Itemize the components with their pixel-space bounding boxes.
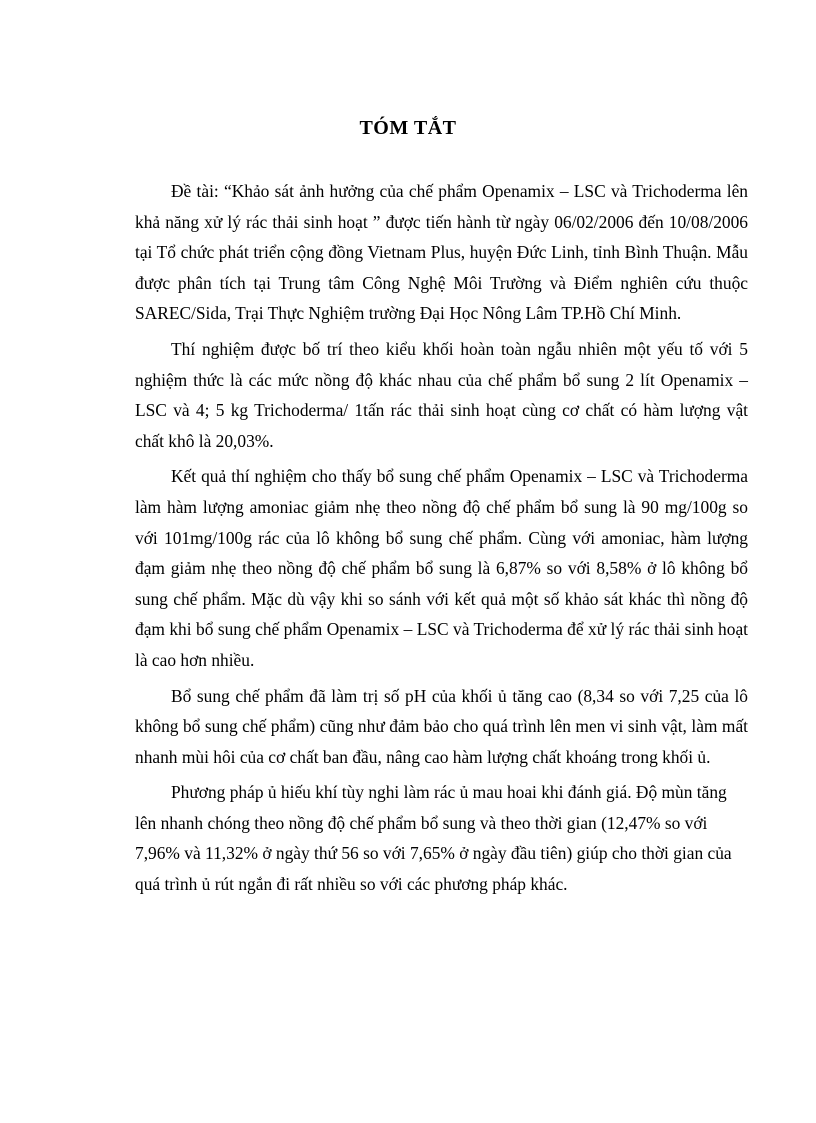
document-body	[135, 176, 748, 905]
page-title: TÓM TẮT	[359, 117, 457, 139]
paragraph-results-humus: Phương pháp ủ hiếu khí tùy nghi làm rác ủ mau hoai khi đánh giá. Độ mùn tăng lên nhanh chóng theo nồng độ chế phẩm bổ sung và theo thời gian (12,47% so với 7,96% và 11,32% ở ngày thứ 56 so với 7,65% ở ngày đầu tiên) giúp cho thời gian của quá trình ủ rút ngắn đi rất nhiều so với các phương pháp khác.	[135, 782, 732, 895]
paragraph-topic: Đề tài: “Khảo sát ảnh hưởng của chế phẩm Openamix – LSC và Trichoderma lên khả năng xử lý rác thải sinh hoạt ” được tiến hành từ ngày 06/02/2006 đến 10/08/2006 tại Tổ chức phát triển cộng đồng Vietnam Plus, huyện Đức Linh, tỉnh Bình Thuận. Mẫu được phân tích tại Trung tâm Công Nghệ Môi Trường và Điểm nghiên cứu thuộc SAREC/Sida, Trại Thực Nghiệm trường Đại Học Nông Lâm TP.Hồ Chí Minh.	[135, 181, 748, 324]
paragraph-experiment-design: Thí nghiệm được bố trí theo kiểu khối hoàn toàn ngẫu nhiên một yếu tố với 5 nghiệm thức là các mức nồng độ khác nhau của chế phẩm bổ sung 2 lít Openamix – LSC và 4; 5 kg Trichoderma/ 1tấn rác thải sinh hoạt cùng cơ chất có hàm lượng vật chất khô là 20,03%.	[135, 338, 748, 451]
paragraph-results-ph: Bổ sung chế phẩm đã làm trị số pH của khối ủ tăng cao (8,34 so với 7,25 của lô không bổ sung chế phẩm) cũng như đảm bảo cho quá trình lên men vi sinh vật, làm mất nhanh mùi hôi của cơ chất ban đầu, nâng cao hàm lượng chất khoáng trong khối ủ.	[135, 685, 748, 767]
paragraph-results-ammonia-nitrogen: Kết quả thí nghiệm cho thấy bổ sung chế phẩm Openamix – LSC và Trichoderma làm hàm lượng amoniac giảm nhẹ theo nồng độ chế phẩm bổ sung là 90 mg/100g so với 101mg/100g rác của lô không bổ sung chế phẩm. Cùng với amoniac, hàm lượng đạm giảm nhẹ theo nồng độ chế phẩm bổ sung là 6,87% so với 8,58% ở lô không bổ sung chế phẩm. Mặc dù vậy khi so sánh với kết quả một số khảo sát khác thì nồng độ đạm khi bổ sung chế phẩm Openamix – LSC và Trichoderma để xử lý rác thải sinh hoạt là cao hơn nhiều.	[135, 466, 748, 670]
